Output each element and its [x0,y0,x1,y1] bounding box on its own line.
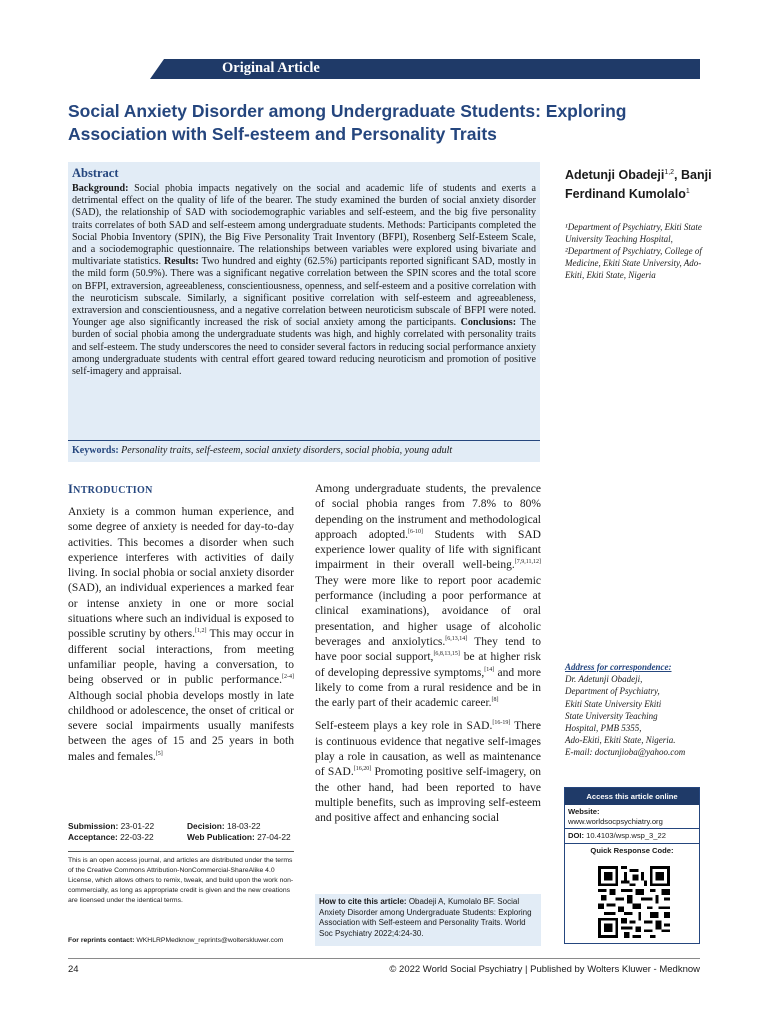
background-label: Background: [72,183,129,194]
license-notice: This is an open access journal, and articles are distributed under the terms of the Creative Commons Attribution-NonCommercial-ShareAlike 4.0 License, which allows others to remix, tweak, and build upon the work non-commercially, as long as appropriate credit is given and the new creations are licensed under the identical terms. [68,857,294,904]
citation-ref[interactable]: [16,20] [353,766,372,773]
text-run: This may occur in different social interactions, from meeting unfamiliar people, having a conversation, to being observed or in public performance. [68,628,294,687]
correspondence-label: Address for correspondence: [565,662,672,672]
text-run: and more likely to come from a rural residence and be in the early part of their academic career. [315,666,541,710]
intro-paragraph-1 [68,505,294,765]
banner-notch [68,59,150,79]
correspondence-email[interactable]: E-mail: doctunjioba@yahoo.com [565,747,686,758]
website-row [565,805,699,829]
doi-link[interactable]: 10.4103/wsp.wsp_3_22 [586,831,666,840]
webpub-label: Web Publication: [187,832,255,842]
website-link[interactable]: www.worldsocpsychiatry.org [568,816,663,826]
article-type-label: Original Article [222,60,320,76]
acceptance-label: Acceptance: [68,832,118,842]
correspondence-address [565,661,715,759]
citation-ref[interactable]: [1,2] [194,628,207,635]
citation-ref[interactable]: [6,8,13,15] [433,651,460,658]
author-affiliation: ¹Department of Psychiatry, Ekiti State University Teaching Hospital, ²Department of Psychiatry, College of Medicine, Ekiti State University, Ado-Ekiti, Ekiti State, Nigeria [565,222,702,280]
citation-ref[interactable]: [5] [155,750,163,757]
article-title: Social Anxiety Disorder among Undergraduate Students: Exploring Association with Self-esteem and Personality Traits [68,101,627,144]
qr-label: Quick Response Code: [590,845,674,855]
decision-label: Decision: [187,821,225,831]
citation-ref[interactable]: [6,13,14] [445,636,468,643]
text-run: Among undergraduate students, the prevalence of social phobia ranges from 7.8% to 80% depending on the instrument and methodological approach adopted. [315,483,541,541]
background-text: Social phobia impacts negatively on the social and academic life of students and exerts a detrimental effect on the quality of life of the bearer. The study examined the burden of social anxiety disorder (SAD), the relationship of SAD with sociodemographic variables and self-esteem, and the big five personality traits correlates of both SAD and self-esteem among undergraduate students. Methods: Participants completed the Social Phobia Inventory (SPIN), the Big Five Personality Trait Inventory (BFPI), Rosenberg Self-Esteem Scale, and a sociodemographic questionnaire. The relationships between variables were explored using bivariate and multivariate statistics. [72,183,536,268]
text-run: They tend to have poor social support, [315,635,541,664]
access-online-box [564,787,700,944]
citation-ref[interactable]: [2-4] [282,674,294,681]
reprints-email[interactable]: WKHLRPMedknow_reprints@wolterskluwer.com [136,937,284,944]
correspondence-line: Dr. Adetunji Obadeji, [565,674,643,685]
website-label: Website: [568,807,600,816]
citation-ref[interactable]: [7,9,11,12] [514,559,541,566]
cite-label: How to cite this article: [319,897,407,906]
submission-label: Submission: [68,821,119,831]
results-label: Results: [164,256,199,268]
citation-ref[interactable]: [6-10] [408,529,424,536]
keywords-divider [68,440,540,441]
results-text: Two hundred and eighty (62.5%) participants reported significant SAD, mostly in the mild form (50.9%). There was a significant negative correlation between the SPIN scores and the total score on BFPI, extraversion, agreeableness, conscientiousness, openness, and self-esteem and a positive correlation with the neuroticism subscale. Similarly, a significant positive correlation with self-esteem and agreeableness, extraversion and conscientiousness, and a negative correlation between neuroticism subscale of BFPI were noted. Younger age also significantly increased the risk of social anxiety among the participants. [72,256,537,329]
text-run: There is continuous evidence that negative self-images play a role in causation, as well as maintenance of SAD. [315,720,541,779]
text-run: They were more like to report poor academic performance (including a poor performance at clinical examinations), avoidance of oral presentation, and higher usage of alcoholic beverages and anxiolytics. [315,574,541,648]
author-1-affil: 1,2 [664,169,675,176]
correspondence-line: State University Teaching [565,710,658,721]
publisher-line: © 2022 World Social Psychiatry | Published by Wolters Kluwer - Medknow [389,964,700,975]
author-2: Banji Ferdinand Kumolalo [565,168,712,201]
body-column-left [68,505,294,773]
introduction-heading-rest: NTRODUCTION [73,485,153,496]
abstract-box [68,162,540,462]
correspondence-line: Ado-Ekiti, Ekiti State, Nigeria. [565,735,676,746]
text-run: Students with SAD experience lower quality of life with significant impairment in their overall well-being. [315,528,541,572]
keywords-text: Personality traits, self-esteem, social anxiety disorders, social phobia, young adult [121,445,453,456]
page-number: 24 [68,964,79,975]
introduction-heading-initial: I [68,482,74,496]
dates-divider [68,851,294,852]
correspondence-line: Ekiti State University Ekiti [565,698,662,709]
citation-ref[interactable]: [14] [484,666,495,673]
conclusions-text: The burden of social phobia among the undergraduate students was high, and highly correlated with personality traits and self-esteem. The study underscores the need to consider several factors in reducing social performance anxiety among undergraduate students with central effort geared toward reducing neuroticism and promotion of positive self-imagery and appraisal. [72,317,536,378]
author-list: Adetunji Obadeji$^{1,2}$, Banji Ferdinand Kumolalo$^1$ [565,168,712,201]
introduction-heading [68,482,153,497]
how-to-cite-box [315,894,541,946]
text-run: Anxiety is a common human experience, and some degree of anxiety is needed for day-to-day activities. This becomes a disorder when such experience interferes with activities of daily living. In social phobia or social anxiety disorder (SAD), an individual experiences a marked fear or intense anxiety in one or more social situations where such an individual is exposed to possible scrutiny by others. [68,506,294,641]
correspondence-line: Hospital, PMB 5355, [565,723,642,734]
webpub-date: 27-04-22 [257,832,291,842]
intro-paragraph-3 [315,719,541,826]
text-run: Promoting positive self-imagery, on the other hand, had been reported to have multiple benefits, such as improving self-esteem and positive affect and enhancing social [315,766,541,825]
body-column-middle [315,482,541,835]
doi-label: DOI: [568,831,585,840]
reprints-contact [68,937,283,944]
author-1: Adetunji Obadeji [565,168,665,183]
citation-ref[interactable]: [8] [491,697,499,704]
abstract-heading: Abstract [72,166,119,180]
article-type-banner [68,59,700,79]
qr-code-icon[interactable] [598,866,670,938]
citation-ref[interactable]: [16-19] [492,720,511,727]
conclusions-label: Conclusions: [460,317,517,329]
keywords-label: Keywords: [72,445,119,456]
access-header: Access this article online [565,788,699,805]
decision-date: 18-03-22 [227,821,261,831]
text-run: be at higher risk of developing depressive symptoms, [315,651,541,679]
text-run: Self-esteem plays a key role in SAD. [315,720,493,733]
cite-text: Obadeji A, Kumolalo BF. Social Anxiety Disorder among Undergraduate Students: Exploring Association with Self-esteem and Personality Traits. World Soc Psychiatry 2022;4:24-30. [319,897,532,938]
doi-row [565,829,699,844]
text-run: Although social phobia develops mostly in late childhood or adolescence, the onset of critical or severe social impairments usually manifests between the ages of 15 and 25 years in both males and females. [68,689,294,763]
abstract-body [72,183,536,378]
acceptance-date: 22-03-22 [120,832,154,842]
reprints-label: For reprints contact: [68,937,135,944]
keywords [72,445,452,456]
footer-divider [68,958,700,959]
intro-paragraph-2 [315,482,541,711]
publication-dates [68,821,294,843]
submission-date: 23-01-22 [120,821,155,831]
author-2-affil: 1 [685,187,690,195]
correspondence-line: Department of Psychiatry, [565,686,660,697]
